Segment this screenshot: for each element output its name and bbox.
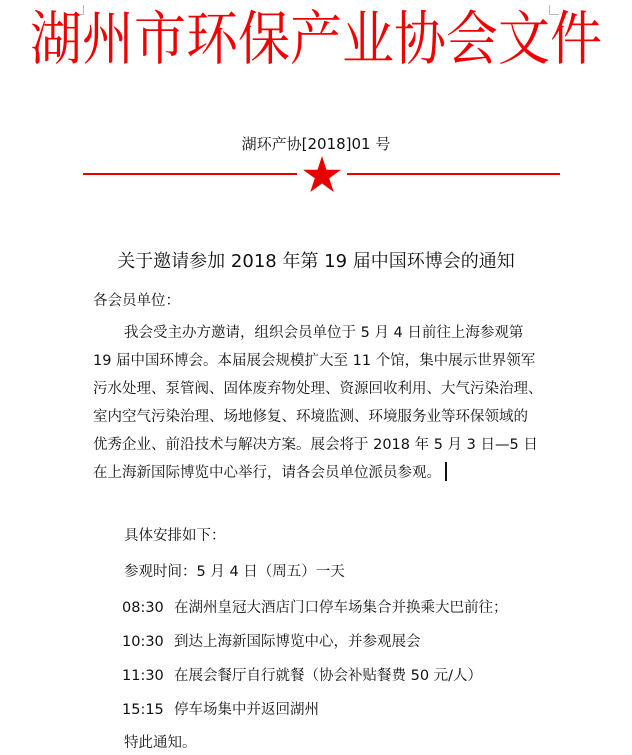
visit-time: 参观时间：5 月 4 日（周五）一天 <box>124 564 345 580</box>
schedule-text: 在展会餐厅自行就餐（协会补贴餐费 50 元/人） <box>174 668 483 684</box>
text-cursor <box>445 462 447 481</box>
body-paragraph[interactable] <box>93 319 553 487</box>
schedule-item <box>122 664 482 685</box>
header-rule-right <box>347 173 560 175</box>
paragraph-line: 19 届中国环博会。本届展会规模扩大至 11 个馆，集中展示世界领军 <box>93 353 536 369</box>
document-header-title: 湖州市环保产业协会文件 <box>29 6 602 74</box>
schedule-item <box>122 630 421 651</box>
schedule-time: 15:15 <box>122 702 164 718</box>
closing-line: 特此通知。 <box>124 735 197 751</box>
header-rule-left <box>83 173 297 175</box>
schedule-text: 到达上海新国际博览中心，并参观展会 <box>174 634 421 650</box>
schedule-text: 停车场集中并返回湖州 <box>174 702 319 718</box>
paragraph-line-last <box>93 459 553 487</box>
paragraph-line: 室内空气污染治理、场地修复、环境监测、环境服务业等环保领域的 <box>93 409 528 425</box>
paragraph-line: 我会受主办方邀请，组织会员单位于 5 月 4 日前往上海参观第 <box>124 325 524 341</box>
schedule-time: 08:30 <box>122 600 164 616</box>
salutation: 各会员单位： <box>93 293 180 309</box>
red-star-icon <box>303 156 341 192</box>
schedule-item <box>122 698 319 719</box>
document-number: 湖环产协[2018]01 号 <box>241 135 391 153</box>
schedule-item <box>122 596 508 617</box>
schedule-time: 11:30 <box>122 668 164 684</box>
paragraph-line-text: 在上海新国际博览中心举行，请各会员单位派员参观。 <box>93 465 441 481</box>
arrangement-heading: 具体安排如下： <box>124 528 226 544</box>
paragraph-line: 污水处理、泵管阀、固体废弃物处理、资源回收利用、大气污染治理、 <box>93 381 543 397</box>
paragraph-line: 优秀企业、前沿技术与解决方案。展会将于 2018 年 5 月 3 日—5 日 <box>93 437 538 453</box>
notice-title: 关于邀请参加 2018 年第 19 届中国环博会的通知 <box>117 251 515 272</box>
schedule-text: 在湖州皇冠大酒店门口停车场集合并换乘大巴前往； <box>174 600 508 616</box>
schedule-time: 10:30 <box>122 634 164 650</box>
